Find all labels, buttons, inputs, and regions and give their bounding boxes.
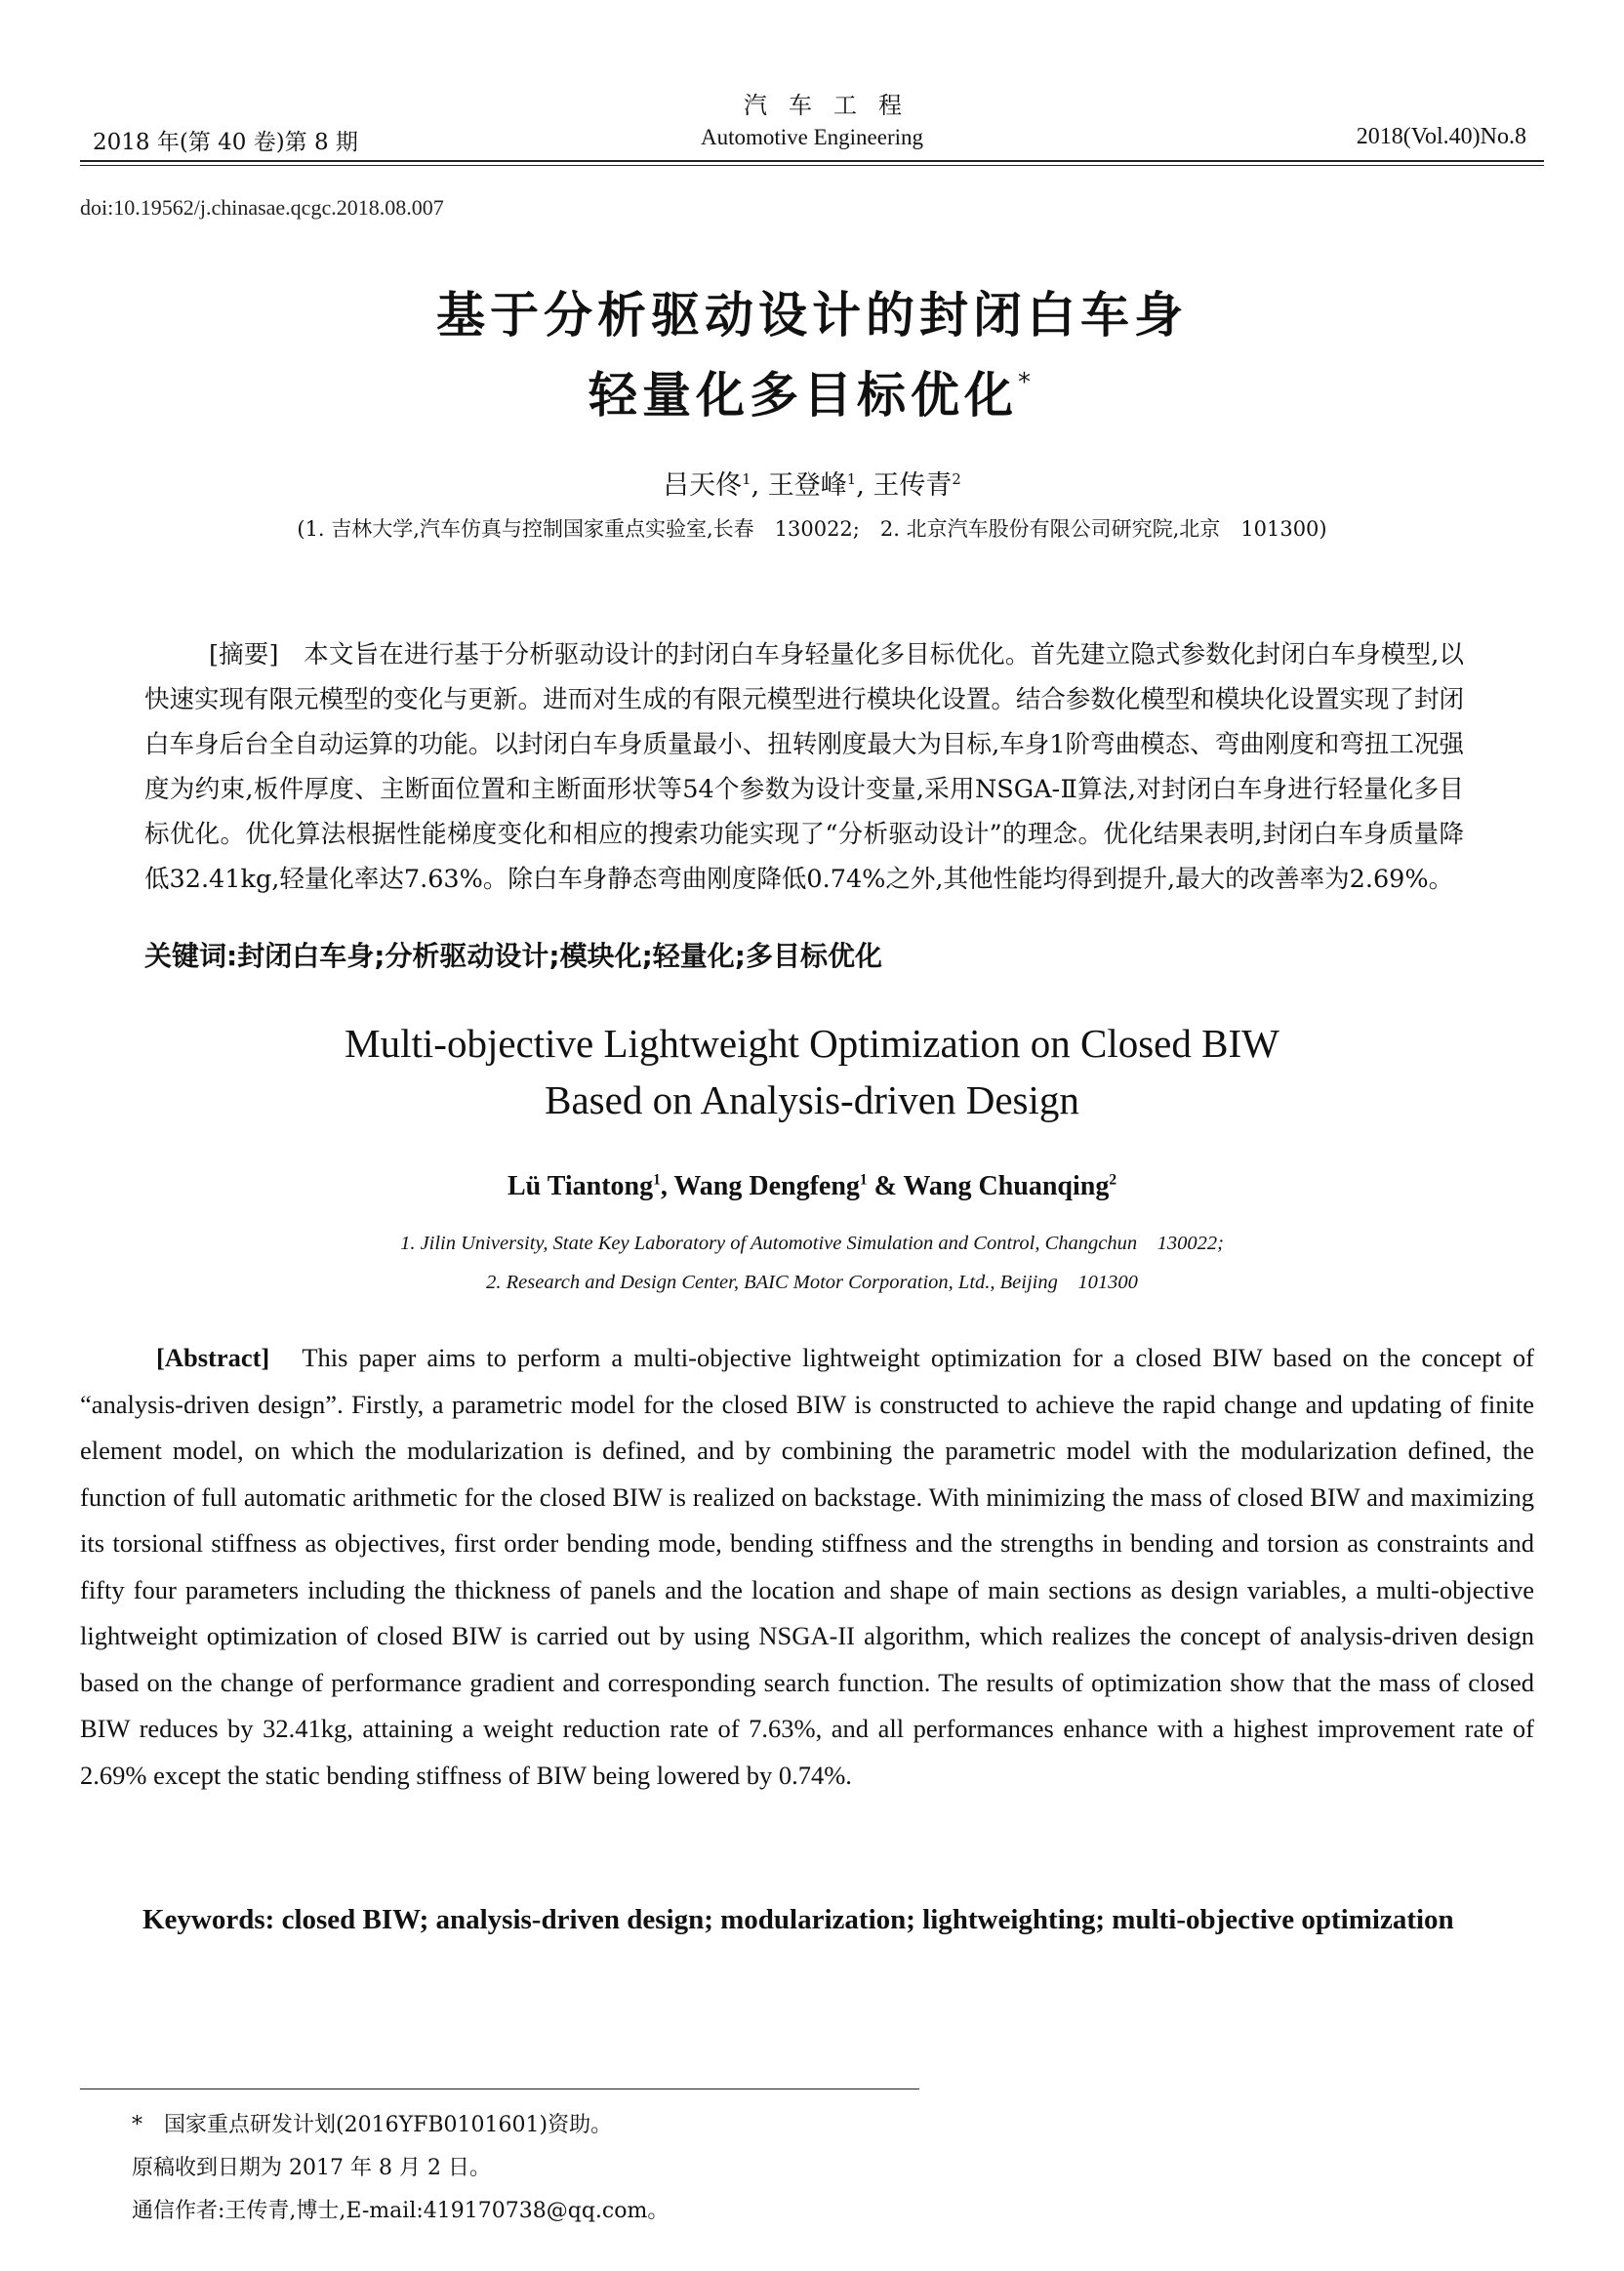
abstract-cn xyxy=(144,632,1464,902)
keywords-en-text: closed BIW; analysis-driven design; modularization; lightweighting; multi-objective optimization xyxy=(281,1904,1454,1935)
affiliation-en-1: 1. Jilin University, State Key Laboratory of Automotive Simulation and Control, Changchun 130022; xyxy=(400,1233,1224,1254)
author-name: Wang Chuanqing xyxy=(903,1171,1110,1201)
author-name: Lü Tiantong xyxy=(507,1171,654,1201)
footnote-received-date: 原稿收到日期为 2017 年 8 月 2 日。 xyxy=(132,2156,491,2180)
title-cn-line1: 基于分析驱动设计的封闭白车身 xyxy=(436,287,1188,344)
author-affiliation-mark: 1 xyxy=(859,1171,868,1189)
funding-footnote-mark: * xyxy=(1018,368,1035,397)
keywords-cn-label: 关键词: xyxy=(144,940,238,972)
header-rule-thin xyxy=(80,165,1544,166)
keywords-cn-text: 封闭白车身;分析驱动设计;模块化;轻量化;多目标优化 xyxy=(237,940,882,972)
author-affiliation-mark: 1 xyxy=(742,470,751,488)
author-affiliation-mark: 1 xyxy=(653,1171,661,1189)
journal-title-en: Automotive Engineering xyxy=(700,125,924,149)
title-en-line1: Multi-objective Lightweight Optimization on Closed BIW xyxy=(345,1021,1279,1066)
title-cn-line2 xyxy=(0,356,1624,426)
doi: doi:10.19562/j.chinasae.qcgc.2018.08.007 xyxy=(80,195,444,220)
affiliations-cn: (1. 吉林大学,汽车仿真与控制国家重点实验室,长春 130022; 2. 北京汽车股份有限公司研究院,北京 101300) xyxy=(297,517,1327,541)
authors-en xyxy=(0,1171,1624,1202)
author-affiliation-mark: 2 xyxy=(952,470,961,488)
title-cn-line2-text: 轻量化多目标优化 xyxy=(589,367,1018,424)
footnote-funding: * 国家重点研发计划(2016YFB0101601)资助。 xyxy=(132,2113,613,2137)
keywords-en-line xyxy=(142,1897,1534,1943)
abstract-en-text: This paper aims to perform a multi-objective lightweight optimization for a closed BIW based on the concept of “analysis-driven design”. Firstly, a parametric model for the closed BIW is constructed to achieve the rapid change and updating of finite element model, on which the modularization is defined, and by combining the parametric model with the modularization defined, the function of full automatic arithmetic for the closed BIW is realized on backstage. With minimizing the mass of closed BIW and maximizing its torsional stiffness as objectives, first order bending mode, bending stiffness and the strengths in bending and torsion as constraints and fifty four parameters including the thickness of panels and the location and shape of main sections as design variables, a multi-objective lightweight optimization of closed BIW is carried out by using NSGA-II algorithm, which realizes the concept of analysis-driven design based on the change of performance gradient and corresponding search function. The results of optimization show that the mass of closed BIW reduces by 32.41kg, attaining a weight reduction rate of 7.63%, and all performances enhance with a highest improvement rate of 2.69% except the static bending stiffness of BIW being lowered by 0.74%. xyxy=(80,1343,1535,1790)
keywords-en xyxy=(142,1897,1534,1943)
authors-cn xyxy=(0,464,1624,502)
issue-info-cn: 2018 年(第 40 卷)第 8 期 xyxy=(93,130,358,155)
author-separator: , xyxy=(751,470,760,501)
title-en-line2: Based on Analysis-driven Design xyxy=(545,1077,1079,1122)
author-affiliation-mark: 1 xyxy=(846,470,857,488)
keywords-cn xyxy=(144,935,882,974)
keywords-en-label: Keywords: xyxy=(142,1904,275,1935)
author-affiliation-mark: 2 xyxy=(1109,1171,1117,1189)
abstract-cn-label: [摘要] xyxy=(209,640,279,669)
author-separator: & xyxy=(867,1171,904,1201)
footnote-corresponding-author: 通信作者:王传青,博士,E-mail:419170738@qq.com。 xyxy=(132,2199,670,2223)
abstract-en xyxy=(80,1335,1534,1799)
affiliation-en-2: 2. Research and Design Center, BAIC Motor Corporation, Ltd., Beijing 101300 xyxy=(486,1272,1138,1293)
author-name: 王登峰 xyxy=(767,470,847,501)
header-rule-thick xyxy=(80,160,1544,162)
abstract-cn-text: 本文旨在进行基于分析驱动设计的封闭白车身轻量化多目标优化。首先建立隐式参数化封闭白车身模型,以快速实现有限元模型的变化与更新。进而对生成的有限元模型进行模块化设置。结合参数化模型和模块化设置实现了封闭白车身后台全自动运算的功能。以封闭白车身质量最小、扭转刚度最大为目标,车身1阶弯曲模态、弯曲刚度和弯扭工况强度为约束,板件厚度、主断面位置和主断面形状等54个参数为设计变量,采用NSGA-Ⅱ算法,对封闭白车身进行轻量化多目标优化。优化算法根据性能梯度变化和相应的搜索功能实现了“分析驱动设计”的理念。优化结果表明,封闭白车身质量降低32.41kg,轻量化率达7.63%。除白车身静态弯曲刚度降低0.74%之外,其他性能均得到提升,最大的改善率为2.69%。 xyxy=(144,640,1464,894)
author-separator: , xyxy=(660,1171,674,1201)
author-separator: , xyxy=(856,470,865,501)
author-name: Wang Dengfeng xyxy=(673,1171,860,1201)
abstract-en-label: [Abstract] xyxy=(156,1343,270,1372)
author-name: 王传青 xyxy=(873,470,953,501)
journal-title-cn: 汽车工程 xyxy=(744,92,923,119)
issue-info-en: 2018(Vol.40)No.8 xyxy=(1356,124,1526,149)
author-name: 吕天佟 xyxy=(663,470,743,501)
